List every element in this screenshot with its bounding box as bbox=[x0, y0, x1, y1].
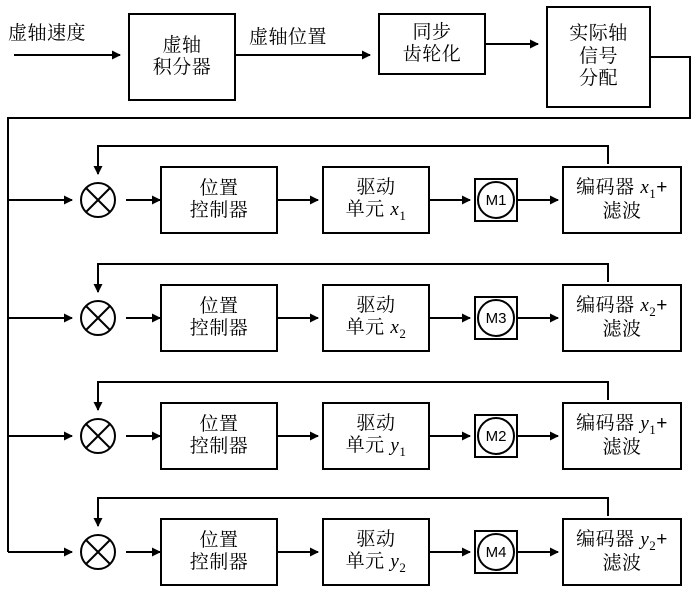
motor-m2[interactable] bbox=[474, 414, 518, 458]
drive-unit-y2[interactable] bbox=[322, 518, 430, 586]
drive-unit-x1-line2: 单元 $x_1$ bbox=[345, 199, 407, 223]
virtual-axis-integrator[interactable] bbox=[128, 13, 236, 101]
input-label-virtual-axis-speed: 虚轴速度 bbox=[8, 23, 87, 44]
actual-axis-signal-distribution-line3: 分配 bbox=[578, 68, 618, 90]
position-controller-x2-line1: 位置 bbox=[199, 295, 239, 317]
position-controller-y1-line1: 位置 bbox=[199, 413, 239, 435]
sum-node-x1[interactable] bbox=[80, 182, 116, 218]
drive-unit-x2[interactable] bbox=[322, 284, 430, 352]
drive-unit-y1-line2: 单元 $y_1$ bbox=[345, 435, 407, 459]
position-controller-y2-line2: 控制器 bbox=[189, 552, 249, 573]
position-controller-x1[interactable] bbox=[160, 166, 278, 234]
encoder-filter-y1-line1: 编码器 $y_1+$ bbox=[576, 412, 668, 437]
position-controller-x1-line1: 位置 bbox=[199, 177, 239, 199]
virtual-axis-integrator-line1: 虚轴 bbox=[162, 34, 202, 56]
motor-m1[interactable] bbox=[474, 178, 518, 222]
drive-unit-x1-line1: 驱动 bbox=[356, 176, 396, 198]
signal-label-virtual-axis-position: 虚轴位置 bbox=[249, 27, 328, 48]
encoder-filter-y2[interactable] bbox=[562, 518, 682, 586]
position-controller-y1-line2: 控制器 bbox=[189, 436, 249, 457]
position-controller-y1[interactable] bbox=[160, 402, 278, 470]
encoder-filter-x1[interactable] bbox=[562, 166, 682, 234]
sync-gearing-line1: 同步 bbox=[412, 21, 452, 43]
encoder-filter-x2[interactable] bbox=[562, 284, 682, 352]
encoder-filter-y2-line1: 编码器 $y_2+$ bbox=[576, 528, 668, 553]
motor-m2-label: M2 bbox=[477, 417, 515, 455]
drive-unit-y1-line1: 驱动 bbox=[356, 412, 396, 434]
virtual-axis-integrator-line2: 积分器 bbox=[152, 57, 212, 78]
drive-unit-x2-line2: 单元 $x_2$ bbox=[345, 317, 407, 341]
motor-m3-label: M3 bbox=[477, 299, 515, 337]
motor-m4[interactable] bbox=[474, 530, 518, 574]
actual-axis-signal-distribution-line1: 实际轴 bbox=[569, 23, 628, 45]
sum-node-y2[interactable] bbox=[80, 534, 116, 570]
position-controller-x2[interactable] bbox=[160, 284, 278, 352]
position-controller-y2-line1: 位置 bbox=[199, 529, 239, 551]
drive-unit-x2-line1: 驱动 bbox=[356, 294, 396, 316]
encoder-filter-x2-line2: 滤波 bbox=[602, 318, 642, 340]
position-controller-x2-line2: 控制器 bbox=[189, 318, 249, 339]
encoder-filter-y1[interactable] bbox=[562, 402, 682, 470]
drive-unit-y2-line1: 驱动 bbox=[356, 528, 396, 550]
encoder-filter-y2-line2: 滤波 bbox=[602, 552, 642, 574]
sum-node-x2[interactable] bbox=[80, 300, 116, 336]
encoder-filter-x1-line1: 编码器 $x_1+$ bbox=[576, 176, 668, 201]
drive-unit-y1[interactable] bbox=[322, 402, 430, 470]
encoder-filter-x2-line1: 编码器 $x_2+$ bbox=[576, 294, 668, 319]
actual-axis-signal-distribution-line2: 信号 bbox=[578, 45, 618, 67]
motor-m1-label: M1 bbox=[477, 181, 515, 219]
drive-unit-y2-line2: 单元 $y_2$ bbox=[345, 551, 407, 575]
sum-node-y1[interactable] bbox=[80, 418, 116, 454]
position-controller-x1-line2: 控制器 bbox=[189, 200, 249, 221]
encoder-filter-x1-line2: 滤波 bbox=[602, 200, 642, 222]
motor-m3[interactable] bbox=[474, 296, 518, 340]
actual-axis-signal-distribution[interactable] bbox=[546, 6, 651, 108]
drive-unit-x1[interactable] bbox=[322, 166, 430, 234]
motor-m4-label: M4 bbox=[477, 533, 515, 571]
sync-gearing[interactable] bbox=[378, 13, 486, 75]
sync-gearing-line2: 齿轮化 bbox=[402, 44, 462, 65]
encoder-filter-y1-line2: 滤波 bbox=[602, 436, 642, 458]
position-controller-y2[interactable] bbox=[160, 518, 278, 586]
